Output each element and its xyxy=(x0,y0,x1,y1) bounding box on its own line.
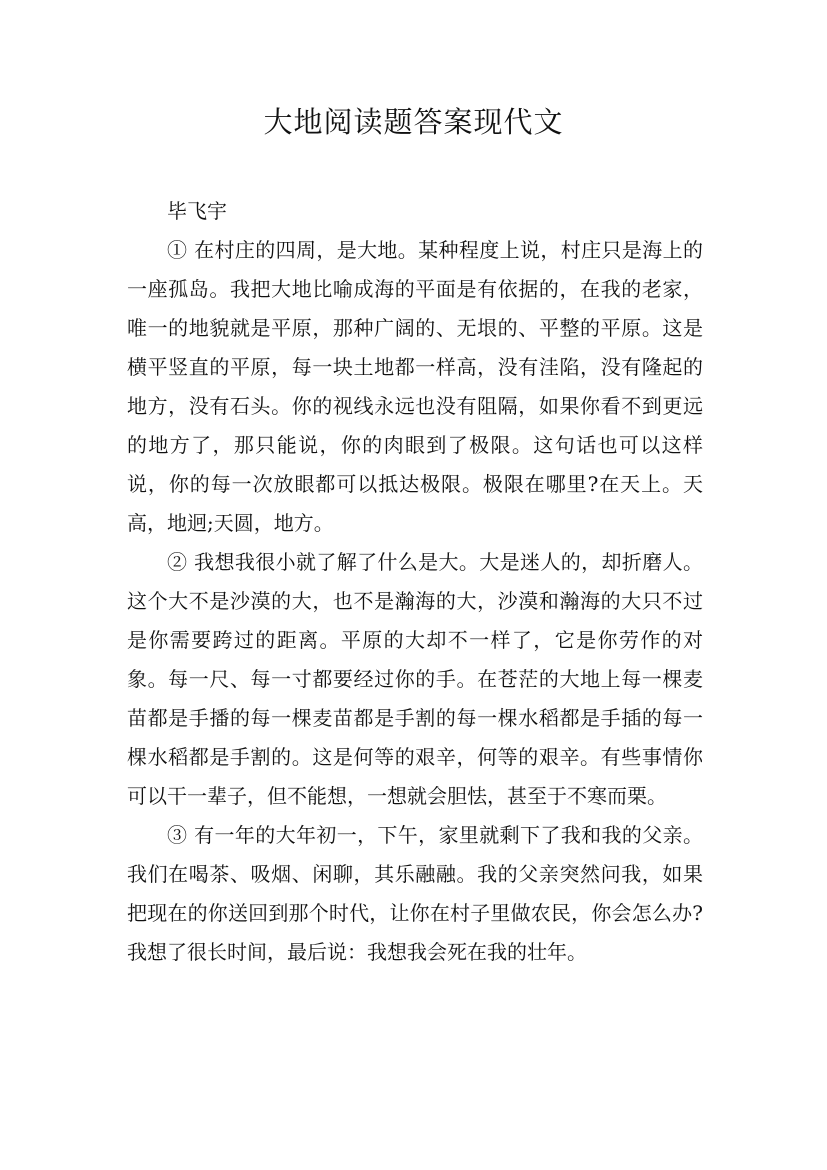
paragraph-1: ① 在村庄的四周，是大地。某种程度上说，村庄只是海上的一座孤岛。我把大地比喻成海的平面是有依据的，在我的老家，唯一的地貌就是平原，那种广阔的、无垠的、平整的平原。这是横平竖直的平原，每一块土地都一样高，没有洼陷，没有隆起的地方，没有石头。你的视线永远也没有阻隔，如果你看不到更远的地方了，那只能说，你的肉眼到了极限。这句话也可以这样说，你的每一次放眼都可以抵达极限。极限在哪里?在天上。天高，地迥;天圆，地方。 xyxy=(127,238,703,535)
author-line: 毕飞宇 xyxy=(167,199,227,223)
paragraph-2: ② 我想我很小就了解了什么是大。大是迷人的，却折磨人。这个大不是沙漠的大，也不是瀚海的大，沙漠和瀚海的大只不过是你需要跨过的距离。平原的大却不一样了，它是你劳作的对象。每一尺、每一寸都要经过你的手。在苍茫的大地上每一棵麦苗都是手播的每一棵麦苗都是手割的每一棵水稻都是手插的每一棵水稻都是手割的。这是何等的艰辛，何等的艰辛。有些事情你可以干一辈子，但不能想，一想就会胆怯，甚至于不寒而栗。 xyxy=(127,550,703,808)
paragraph-3: ③ 有一年的大年初一，下午，家里就剩下了我和我的父亲。我们在喝茶、吸烟、闲聊，其乐融融。我的父亲突然问我，如果把现在的你送回到那个时代，让你在村子里做农民，你会怎么办?我想了很长时间，最后说：我想我会死在我的壮年。 xyxy=(127,823,703,964)
document-body xyxy=(127,192,703,972)
document-title: 大地阅读题答案现代文 xyxy=(263,105,564,139)
